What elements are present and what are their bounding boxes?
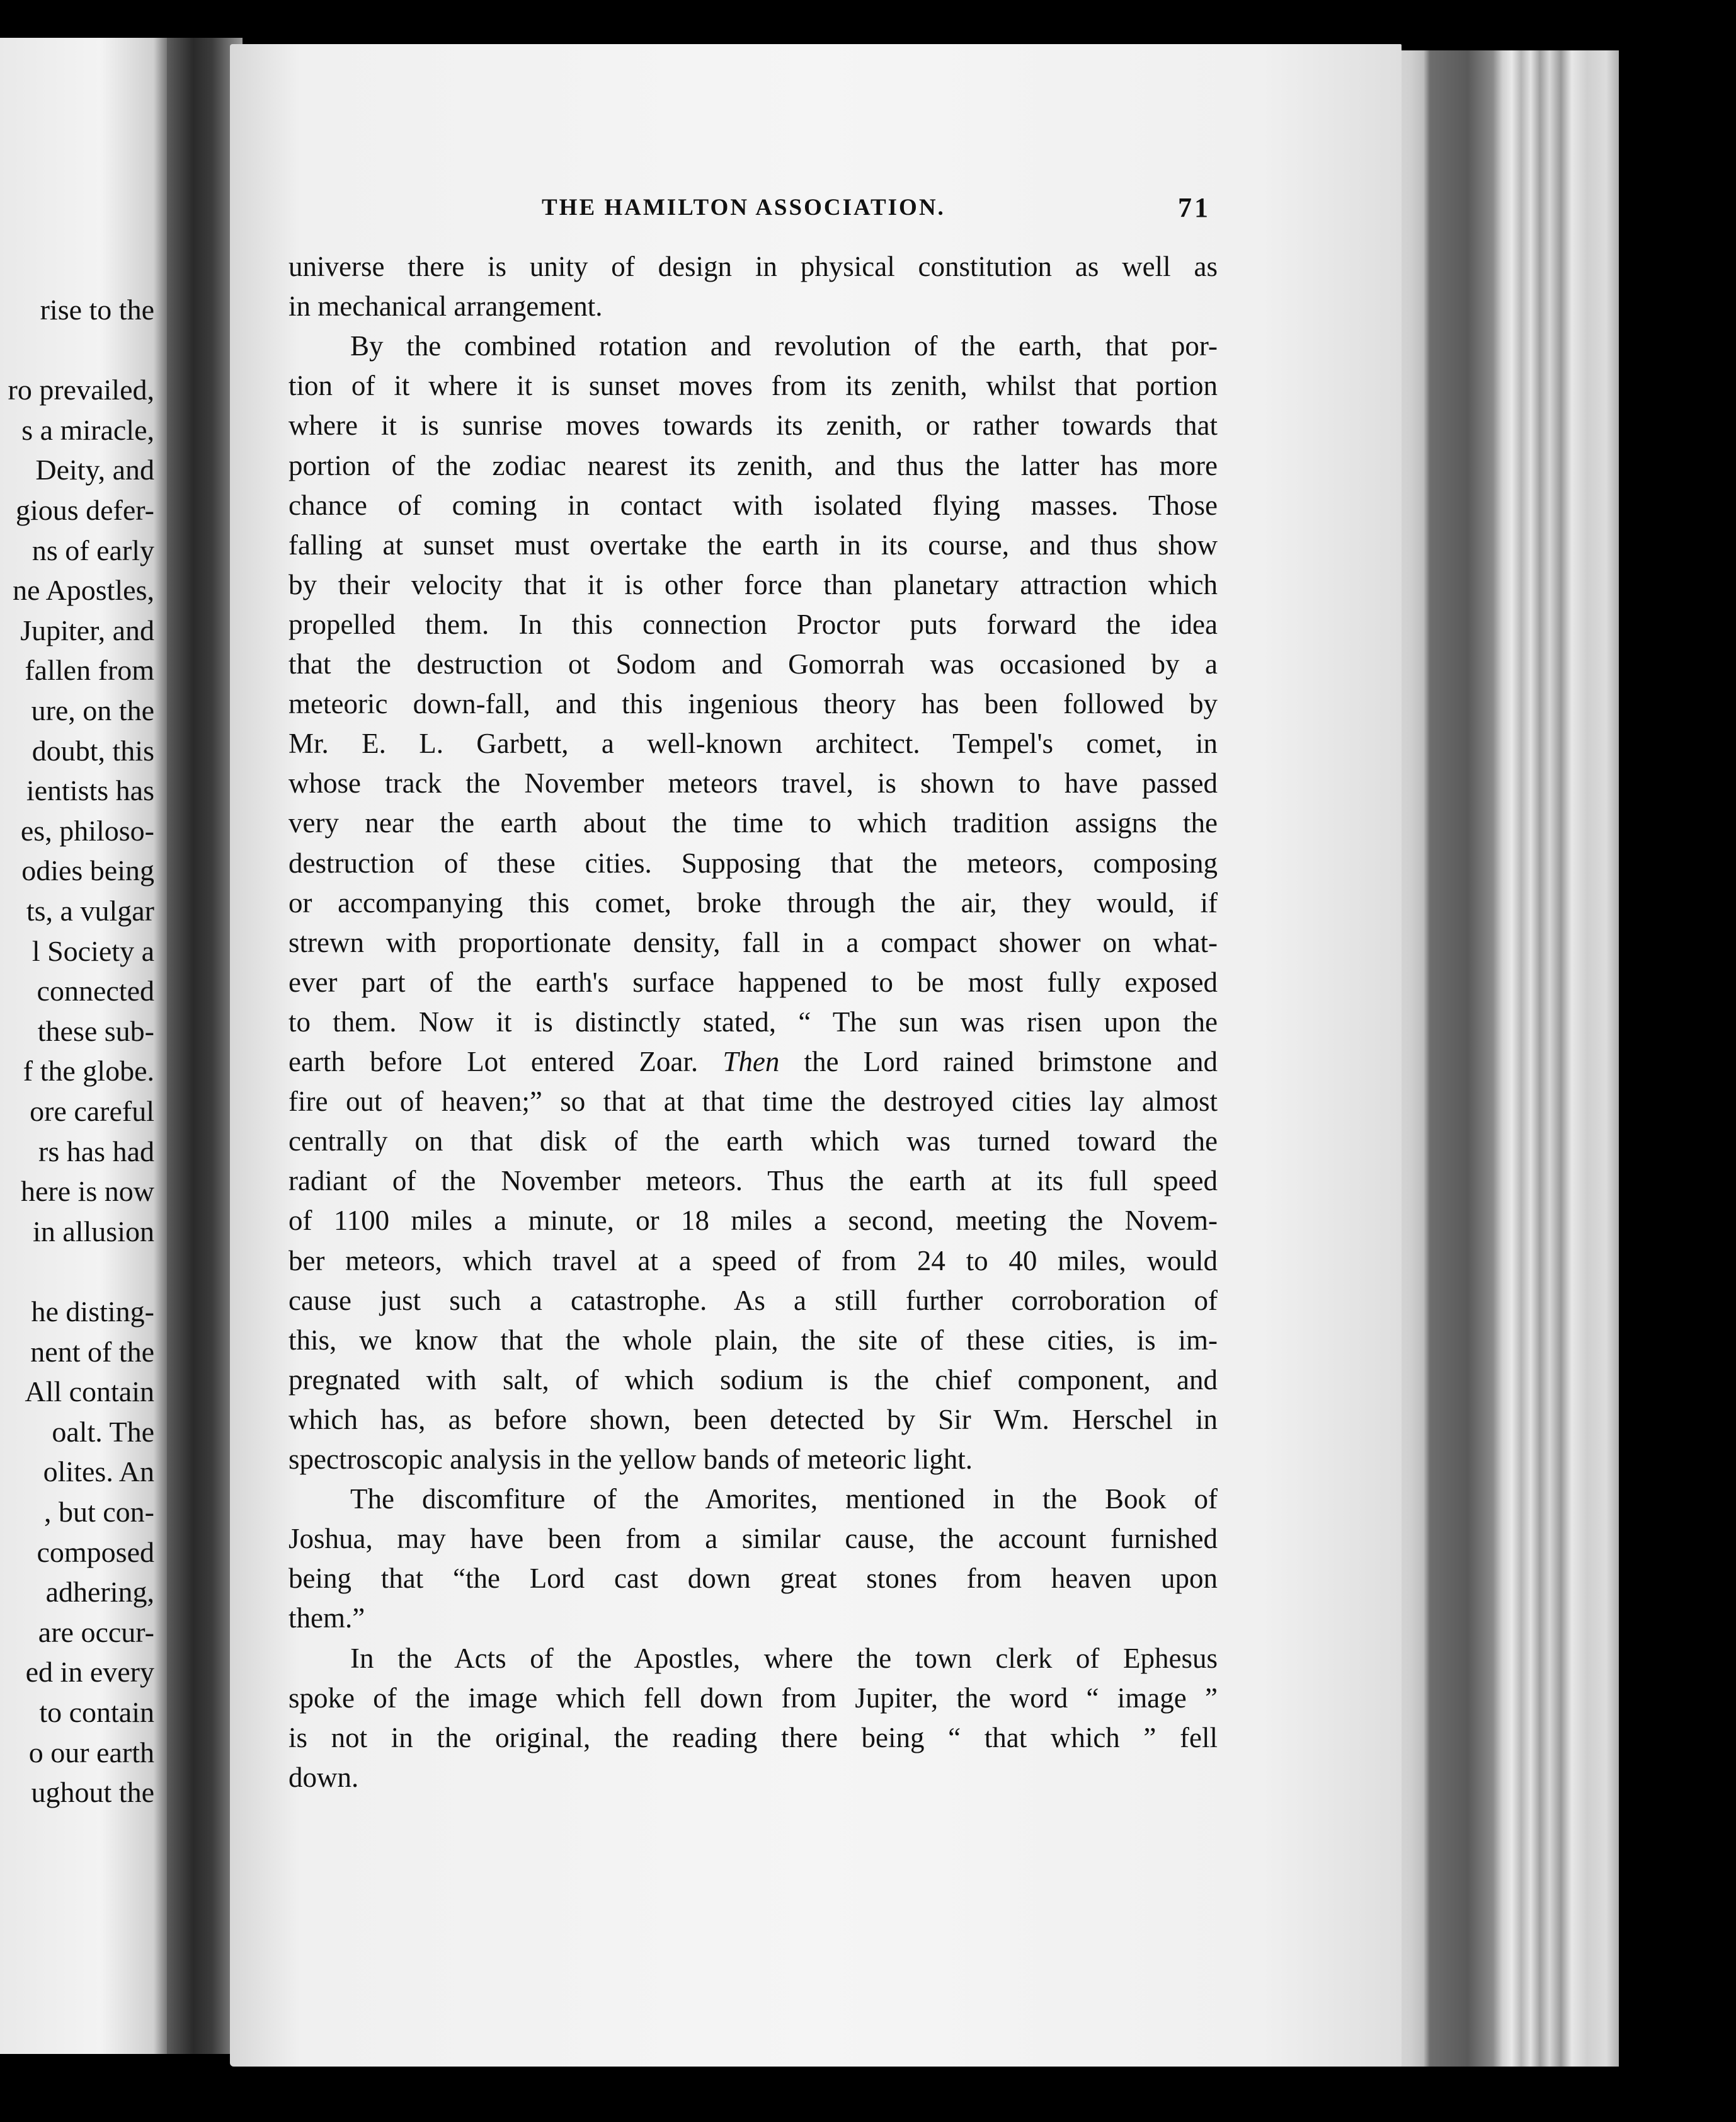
facing-page-line: oalt. The	[52, 1415, 154, 1448]
facing-page-line: gious defer-	[15, 494, 154, 526]
facing-page-line: s a miracle,	[21, 413, 154, 446]
page-number: 71	[1178, 192, 1211, 223]
text-line: them.”	[288, 1602, 365, 1634]
facing-page-line: Deity, and	[35, 454, 154, 486]
text-run: earth before Lot entered Zoar.	[288, 1046, 723, 1077]
text-line: centrally on that disk of the earth which was turned toward the	[288, 1125, 1218, 1157]
facing-page-line: fallen from	[25, 654, 154, 687]
text-line: strewn with proportionate density, fall in a compact shower on what-	[288, 926, 1218, 958]
facing-page-line: l Society a	[31, 934, 154, 967]
facing-page-line: connected	[37, 975, 154, 1007]
text-line: The discomfiture of the Amorites, mentioned in the Book of	[350, 1483, 1218, 1515]
italic-text-run: Then	[722, 1046, 780, 1077]
facing-page-line: rise to the	[40, 294, 154, 326]
text-line: which has, as before shown, been detected by Sir Wm. Herschel in	[288, 1403, 1218, 1435]
facing-page-line: to contain	[39, 1696, 154, 1728]
text-line: Mr. E. L. Garbett, a well-known architect. Tempel's comet, in	[288, 728, 1218, 760]
text-line: falling at sunset must overtake the earth in its course, and thus show	[288, 529, 1218, 561]
facing-page-line: odies being	[21, 854, 154, 887]
text-line: chance of coming in contact with isolated flying masses. Those	[288, 489, 1218, 521]
facing-page-line: these sub-	[37, 1014, 154, 1047]
facing-page-line: All contain	[25, 1375, 154, 1408]
text-line: meteoric down-fall, and this ingenious theory has been followed by	[288, 688, 1218, 720]
facing-page-line: ne Apostles,	[13, 574, 154, 607]
text-line: radiant of the November meteors. Thus the earth at its full speed	[288, 1165, 1218, 1197]
facing-page-line: , but con-	[43, 1496, 154, 1528]
text-line: universe there is unity of design in physical constitution as well as	[288, 251, 1218, 282]
text-line: By the combined rotation and revolution of the earth, that por-	[350, 330, 1218, 362]
facing-page-line: ientists has	[26, 774, 154, 807]
text-line: In the Acts of the Apostles, where the town clerk of Ephesus	[350, 1642, 1218, 1674]
text-line: whose track the November meteors travel, is shown to have passed	[288, 767, 1218, 800]
facing-page-line: Jupiter, and	[20, 614, 154, 646]
text-line: ever part of the earth's surface happened to be most fully exposed	[288, 966, 1218, 998]
text-line: to them. Now it is distinctly stated, “ The sun was risen upon the	[288, 1006, 1218, 1038]
text-line: that the destruction ot Sodom and Gomorrah was occasioned by a	[288, 648, 1218, 680]
facing-page-line: nent of the	[30, 1335, 154, 1368]
facing-page-line: here is now	[20, 1175, 154, 1208]
text-run: the Lord rained brimstone and	[779, 1046, 1218, 1077]
facing-page-line: f the globe.	[23, 1055, 154, 1087]
text-line	[288, 1042, 1218, 1082]
text-line: in mechanical arrangement.	[288, 290, 603, 323]
facing-page-line: ns of early	[31, 534, 154, 566]
text-line: cause just such a catastrophe. As a still further corroboration of	[288, 1284, 1218, 1316]
facing-page-line	[0, 1251, 154, 1292]
text-line: is not in the original, the reading there being “ that which ” fell	[288, 1721, 1218, 1753]
facing-page-line: in allusion	[33, 1215, 154, 1247]
text-line: fire out of heaven;” so that at that time the destroyed cities lay almost	[288, 1086, 1218, 1118]
text-line: this, we know that the whole plain, the site of these cities, is im-	[288, 1324, 1218, 1356]
text-line: spoke of the image which fell down from Jupiter, the word “ image ”	[288, 1682, 1218, 1714]
text-line: portion of the zodiac nearest its zenith, and thus the latter has more	[288, 449, 1218, 481]
facing-page-line: adhering,	[45, 1576, 154, 1609]
text-line: pregnated with salt, of which sodium is the chief component, and	[288, 1363, 1218, 1396]
facing-page-line: ore careful	[30, 1095, 154, 1127]
facing-page-line: composed	[37, 1535, 154, 1568]
facing-page-line: ed in every	[25, 1656, 154, 1689]
text-line: of 1100 miles a minute, or 18 miles a second, meeting the Novem-	[288, 1205, 1218, 1237]
text-line: destruction of these cities. Supposing that the meteors, composing	[288, 847, 1218, 879]
page-block-edges	[1392, 50, 1619, 2067]
facing-page-line: ure, on the	[31, 694, 154, 726]
facing-page-line: doubt, this	[31, 734, 154, 767]
facing-page-line: rs has had	[38, 1135, 154, 1167]
facing-page-line: o our earth	[28, 1736, 154, 1769]
text-line: or accompanying this comet, broke through the air, they would, if	[288, 886, 1218, 919]
text-line: being that “the Lord cast down great stones from heaven upon	[288, 1563, 1218, 1595]
text-line: Joshua, may have been from a similar cause, the account furnished	[288, 1523, 1218, 1555]
text-line: propelled them. In this connection Proctor puts forward the idea	[288, 608, 1218, 640]
facing-page-line: he disting-	[31, 1295, 154, 1328]
facing-page-line: es, philoso-	[20, 814, 154, 847]
facing-page-line: ro prevailed,	[8, 374, 154, 406]
facing-page-line: ughout the	[31, 1776, 154, 1809]
text-line: tion of it where it is sunset moves from its zenith, whilst that portion	[288, 370, 1218, 402]
facing-page-line: olites. An	[43, 1455, 154, 1488]
facing-page-line: are occur-	[38, 1615, 154, 1648]
text-line: ber meteors, which travel at a speed of from 24 to 40 miles, would	[288, 1244, 1218, 1276]
text-line: very near the earth about the time to which tradition assigns the	[288, 807, 1218, 839]
facing-page-line	[0, 330, 154, 370]
running-head: THE HAMILTON ASSOCIATION.	[542, 195, 945, 221]
text-line: spectroscopic analysis in the yellow bands of meteoric light.	[288, 1443, 973, 1475]
facing-page	[0, 38, 167, 2054]
text-line: down.	[288, 1761, 359, 1793]
text-line: where it is sunrise moves towards its zenith, or rather towards that	[288, 410, 1218, 442]
facing-page-line: ts, a vulgar	[26, 895, 154, 927]
text-line: by their velocity that it is other force than planetary attraction which	[288, 568, 1218, 600]
